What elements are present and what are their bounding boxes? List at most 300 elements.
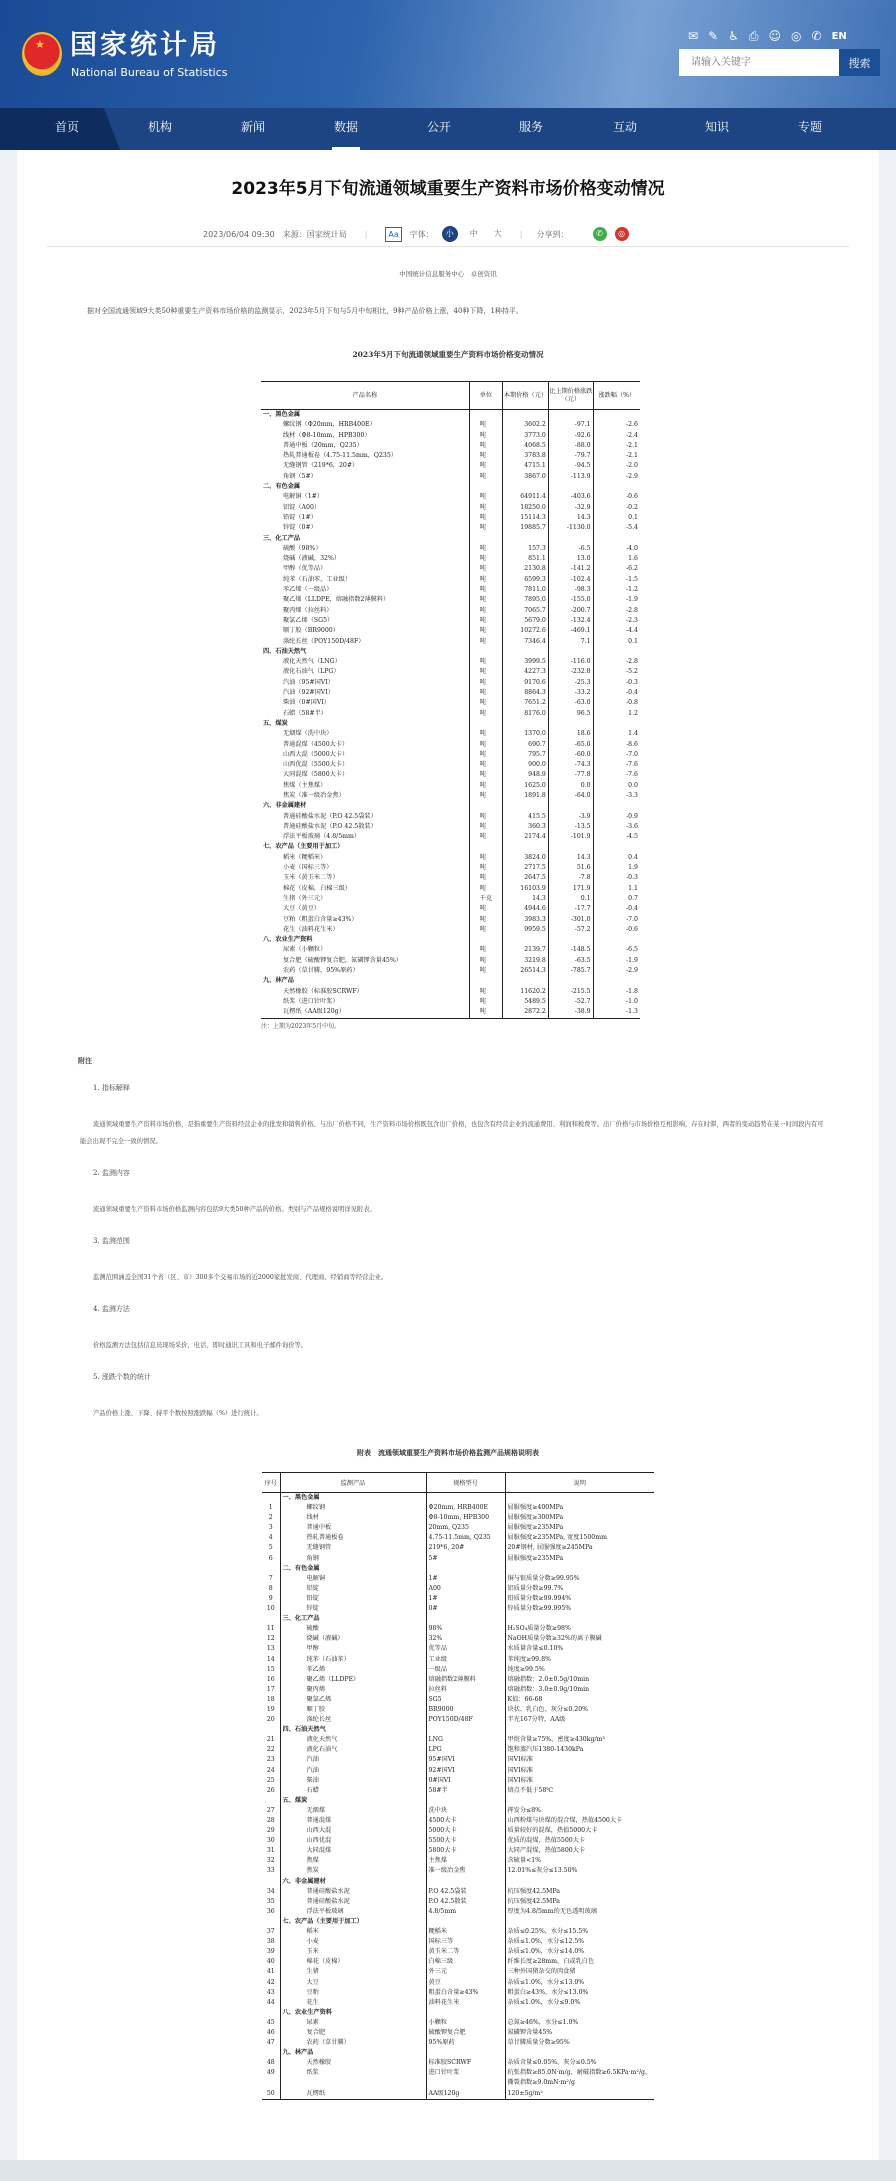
change: -52.7 bbox=[548, 997, 593, 1007]
table-row bbox=[262, 1745, 654, 1755]
nav-item-news[interactable]: 新闻 bbox=[240, 120, 265, 134]
product-name: 角钢（5#） bbox=[283, 472, 317, 480]
unit: 吨 bbox=[469, 461, 502, 471]
table-row bbox=[262, 1776, 654, 1786]
product-name: 柴油 bbox=[280, 1776, 426, 1786]
spec: 主焦煤 bbox=[426, 1856, 505, 1866]
col-header-price: 本期价格（元） bbox=[503, 382, 549, 410]
table-row bbox=[262, 1594, 654, 1604]
description: 屈服强度≥300MPa bbox=[505, 1513, 654, 1523]
row-number: 42 bbox=[266, 1978, 275, 1986]
site-name-cn[interactable]: 国家统计局 bbox=[70, 30, 220, 61]
product-name: 纯苯（石油苯） bbox=[280, 1655, 426, 1665]
price: 3983.3 bbox=[503, 915, 549, 925]
unit: 吨 bbox=[469, 637, 502, 647]
row-number: 25 bbox=[266, 1776, 275, 1784]
unit: 吨 bbox=[469, 554, 502, 564]
row-number: 14 bbox=[266, 1655, 275, 1663]
product-name: 聚乙烯（LLDPE） bbox=[280, 1675, 426, 1685]
robot-icon[interactable]: ☺ bbox=[768, 29, 782, 43]
row-number: 18 bbox=[266, 1695, 275, 1703]
change: -13.5 bbox=[548, 822, 593, 832]
change: -64.0 bbox=[548, 791, 593, 801]
description: 12.01%≤灰分≤13.50% bbox=[505, 1866, 654, 1876]
product-name: 铅锭（1#） bbox=[283, 513, 317, 521]
product-name: 石蜡 bbox=[280, 1786, 426, 1796]
table-row bbox=[262, 1503, 654, 1513]
table-row bbox=[262, 2068, 654, 2088]
table-row bbox=[261, 863, 640, 873]
table-row bbox=[261, 987, 640, 997]
change: 51.6 bbox=[548, 863, 593, 873]
product-name: 天然橡胶（标准胶SCRWF） bbox=[283, 987, 363, 995]
change: -79.7 bbox=[548, 451, 593, 461]
product-name: 硫酸（98%） bbox=[283, 544, 322, 552]
table-row bbox=[262, 1695, 654, 1705]
description: 山西粉煤与块煤的混合煤，热值4500大卡 bbox=[505, 1816, 654, 1826]
table-row bbox=[262, 1907, 654, 1917]
wechat-icon[interactable]: ✆ bbox=[811, 29, 822, 43]
empty-cell bbox=[593, 647, 640, 657]
search-button[interactable]: 搜索 bbox=[839, 49, 880, 76]
search-input[interactable] bbox=[679, 49, 839, 76]
spec: 优等品 bbox=[426, 1644, 505, 1654]
col-header-pct: 涨跌幅（%） bbox=[593, 382, 640, 410]
row-number: 20 bbox=[266, 1716, 275, 1724]
spec: A00 bbox=[426, 1584, 505, 1594]
change: 7.1 bbox=[548, 637, 593, 647]
product-name: 无缝钢管（219*6，20#） bbox=[283, 462, 359, 470]
empty-cell bbox=[262, 1917, 280, 1927]
price: 7346.4 bbox=[503, 637, 549, 647]
change-pct: -6.5 bbox=[593, 945, 640, 955]
category-name: 七、农产品（主要用于加工） bbox=[263, 843, 344, 851]
category-row bbox=[261, 842, 640, 852]
table-row bbox=[261, 451, 640, 461]
table-row bbox=[262, 1513, 654, 1523]
description: 120±5g/m² bbox=[505, 2089, 654, 2100]
font-aa-icon[interactable]: Aa bbox=[385, 227, 401, 242]
description: 块状、乳白色、灰分≤0.20% bbox=[505, 1705, 654, 1715]
nav-item-services[interactable]: 服务 bbox=[518, 120, 543, 134]
price: 3999.5 bbox=[503, 657, 549, 667]
nav-item-topics[interactable]: 专题 bbox=[797, 120, 822, 134]
description: 杂质≤1.0%，水分≤14.0% bbox=[505, 1947, 654, 1957]
site-name-en: National Bureau of Statistics bbox=[71, 66, 228, 79]
product-name: 线材（Φ8-10mm，HPB300） bbox=[283, 431, 371, 439]
spec: 4.75-11.5mm, Q235 bbox=[426, 1533, 505, 1543]
change-pct: 0.0 bbox=[593, 781, 640, 791]
empty-cell bbox=[505, 2048, 654, 2058]
table-row bbox=[261, 420, 640, 430]
description: 屈服强度≥235MPa bbox=[505, 1554, 654, 1564]
change-pct: -7.6 bbox=[593, 770, 640, 780]
change-pct: -4.0 bbox=[593, 544, 640, 554]
table-row bbox=[261, 760, 640, 770]
table1-note: 注：上期为2023年5月中旬。 bbox=[261, 1022, 341, 1030]
empty-cell bbox=[548, 719, 593, 729]
spec: BR9000 bbox=[426, 1705, 505, 1715]
empty-cell bbox=[426, 1877, 505, 1887]
table-row bbox=[261, 513, 640, 523]
row-number: 4 bbox=[268, 1534, 273, 1542]
category-row bbox=[261, 935, 640, 945]
table-row bbox=[262, 1634, 654, 1644]
empty-cell bbox=[548, 935, 593, 945]
product-name: 玉米 bbox=[280, 1947, 426, 1957]
change: -301.0 bbox=[548, 915, 593, 925]
table-row bbox=[261, 595, 640, 605]
row-number: 11 bbox=[266, 1625, 275, 1633]
unit: 吨 bbox=[469, 770, 502, 780]
description: 熔融指数：2.0±0.5g/10min bbox=[505, 1675, 654, 1685]
empty-cell bbox=[548, 976, 593, 986]
description: 水质量含量≤0.10% bbox=[505, 1644, 654, 1654]
mail-icon[interactable]: ✉ bbox=[688, 29, 699, 43]
spec: 硫酸钾复合肥 bbox=[426, 2028, 505, 2038]
empty-cell bbox=[426, 2008, 505, 2018]
row-number: 50 bbox=[262, 2089, 280, 2100]
product-name: 玉米（黄玉米二等） bbox=[283, 874, 339, 882]
change-pct: 0.1 bbox=[593, 513, 640, 523]
spec: Φ20mm, HRB400E bbox=[426, 1503, 505, 1513]
product-name: 聚丙烯 bbox=[280, 1685, 426, 1695]
price: 2872.2 bbox=[503, 1007, 549, 1018]
table-row bbox=[261, 750, 640, 760]
font-size-medium[interactable]: 中 bbox=[469, 229, 478, 238]
product-name: 浮法平板玻璃（4.8/5mm） bbox=[283, 833, 361, 841]
change: -25.3 bbox=[548, 678, 593, 688]
row-number: 47 bbox=[266, 2039, 275, 2047]
empty-cell bbox=[426, 1917, 505, 1927]
row-number: 13 bbox=[266, 1645, 275, 1653]
table-row bbox=[261, 997, 640, 1007]
product-name: 铝锭（A00） bbox=[283, 503, 321, 511]
table-row bbox=[261, 853, 640, 863]
change: 13.0 bbox=[548, 554, 593, 564]
table-row bbox=[261, 585, 640, 595]
source: 来源：国家统计局 bbox=[282, 229, 347, 239]
product-name: 液化天然气 bbox=[280, 1735, 426, 1745]
change: -94.5 bbox=[548, 461, 593, 471]
table-row bbox=[262, 1967, 654, 1977]
change: -33.2 bbox=[548, 688, 593, 698]
category-name: 三、化工产品 bbox=[263, 534, 301, 542]
description: 铝质量分数≥99.7% bbox=[505, 1584, 654, 1594]
table-row bbox=[261, 667, 640, 677]
product-name: 线材 bbox=[280, 1513, 426, 1523]
table-row bbox=[261, 688, 640, 698]
empty-cell bbox=[426, 2048, 505, 2058]
row-number: 34 bbox=[266, 1887, 275, 1895]
product-name: 普通混煤 bbox=[280, 1816, 426, 1826]
table-row bbox=[261, 575, 640, 585]
font-size-large[interactable]: 大 bbox=[493, 229, 502, 238]
change-pct: -8.6 bbox=[593, 740, 640, 750]
empty-cell bbox=[503, 647, 549, 657]
weibo-share-icon[interactable]: ◎ bbox=[615, 227, 629, 241]
unit: 吨 bbox=[469, 945, 502, 955]
row-number: 32 bbox=[266, 1857, 275, 1865]
product-name: 涤纶长丝（POY150D/48F） bbox=[283, 637, 365, 645]
table-row bbox=[262, 2018, 654, 2028]
price: 8864.3 bbox=[503, 688, 549, 698]
description: 含硫量<1% bbox=[505, 1856, 654, 1866]
unit: 吨 bbox=[469, 688, 502, 698]
category-name: 五、煤炭 bbox=[280, 1796, 426, 1806]
change: -132.4 bbox=[548, 616, 593, 626]
row-number: 37 bbox=[266, 1928, 275, 1936]
category-row bbox=[262, 1493, 654, 1504]
table-row bbox=[261, 698, 640, 708]
table-row bbox=[262, 1554, 654, 1564]
unit: 吨 bbox=[469, 678, 502, 688]
table-row bbox=[262, 1665, 654, 1675]
description: NaOH质量分数≥32%的离子膜碱 bbox=[505, 1634, 654, 1644]
separator: | bbox=[364, 229, 368, 239]
spec: 1# bbox=[426, 1594, 505, 1604]
price-table bbox=[261, 381, 640, 1019]
empty-cell bbox=[469, 482, 502, 492]
product-name: 棉花（皮棉，白棉三级） bbox=[283, 884, 352, 892]
empty-cell bbox=[505, 1614, 654, 1624]
price: 4944.6 bbox=[503, 904, 549, 914]
price: 7895.0 bbox=[503, 595, 549, 605]
row-number: 39 bbox=[266, 1948, 275, 1956]
change-pct: 0.4 bbox=[593, 853, 640, 863]
product-name: 液化天然气（LNG） bbox=[283, 658, 341, 666]
product-name: 甲醇（优等品） bbox=[283, 565, 327, 573]
product-name: 稻米 bbox=[280, 1927, 426, 1937]
table-row bbox=[261, 492, 640, 502]
change-pct: 1.9 bbox=[593, 863, 640, 873]
empty-cell bbox=[469, 935, 502, 945]
change: -92.6 bbox=[548, 431, 593, 441]
national-emblem-logo[interactable] bbox=[22, 32, 62, 76]
category-name: 七、农产品（主要用于加工） bbox=[280, 1917, 426, 1927]
product-name: 无烟煤 bbox=[280, 1806, 426, 1816]
table-row bbox=[261, 544, 640, 554]
change-pct: -2.0 bbox=[593, 461, 640, 471]
change-pct: -1.8 bbox=[593, 987, 640, 997]
unit: 吨 bbox=[469, 822, 502, 832]
product-name: 山西大混（5000大卡） bbox=[283, 750, 349, 758]
table1-title: 2023年5月下旬流通领域重要生产资料市场价格变动情况 bbox=[352, 350, 544, 359]
spec: 工业级 bbox=[426, 1655, 505, 1665]
price: 2130.8 bbox=[503, 564, 549, 574]
change-pct: -0.4 bbox=[593, 688, 640, 698]
nav-item-institutions[interactable]: 机构 bbox=[147, 120, 172, 134]
empty-cell bbox=[548, 842, 593, 852]
price: 2174.4 bbox=[503, 832, 549, 842]
product-name: 甲醇 bbox=[280, 1644, 426, 1654]
unit: 吨 bbox=[469, 451, 502, 461]
change-pct: -2.9 bbox=[593, 472, 640, 482]
row-number: 1 bbox=[268, 1504, 273, 1512]
unit: 吨 bbox=[469, 832, 502, 842]
table-row bbox=[261, 894, 640, 904]
product-name: 聚氯乙烯（SG5） bbox=[283, 616, 334, 624]
col-header-change: 比上期价格涨跌（元） bbox=[548, 382, 593, 410]
row-number: 12 bbox=[266, 1635, 275, 1643]
product-name: 大同混煤（5800大卡） bbox=[283, 771, 349, 779]
description: 大同产混煤，热值5800大卡 bbox=[505, 1846, 654, 1856]
table-row bbox=[262, 1624, 654, 1634]
product-name: 柴油（0#国VI） bbox=[283, 699, 330, 707]
empty-cell bbox=[469, 801, 502, 811]
product-name: 纸浆 bbox=[280, 2068, 426, 2088]
table-row bbox=[262, 1543, 654, 1553]
unit: 吨 bbox=[469, 709, 502, 719]
product-name: 瓦楞纸（AA级120g） bbox=[261, 1007, 469, 1018]
price: 3783.8 bbox=[503, 451, 549, 461]
change: 171.9 bbox=[548, 884, 593, 894]
category-row bbox=[261, 482, 640, 492]
table-row bbox=[261, 503, 640, 513]
unit: 吨 bbox=[469, 760, 502, 770]
description: 甲烷含量≥75%，密度≥430kg/m³ bbox=[505, 1735, 654, 1745]
product-name: 焦煤 bbox=[280, 1856, 426, 1866]
price: 415.5 bbox=[503, 812, 549, 822]
nav-item-knowledge[interactable]: 知识 bbox=[704, 120, 729, 134]
table-row bbox=[261, 564, 640, 574]
note-title: 3. 监测范围 bbox=[93, 1237, 130, 1245]
change: -74.3 bbox=[548, 760, 593, 770]
unit: 吨 bbox=[469, 544, 502, 554]
divider bbox=[47, 246, 849, 247]
nav-item-home[interactable]: 首页 bbox=[54, 120, 79, 134]
change: -113.9 bbox=[548, 472, 593, 482]
table-row bbox=[261, 461, 640, 471]
unit: 吨 bbox=[469, 626, 502, 636]
description: 铅质量分数≥99.994% bbox=[505, 1594, 654, 1604]
unit: 吨 bbox=[469, 698, 502, 708]
nav-item-interaction[interactable]: 互动 bbox=[612, 120, 637, 134]
product-name: 锌锭（0#） bbox=[283, 524, 317, 532]
product-name: 山西优混 bbox=[280, 1836, 426, 1846]
empty-cell bbox=[505, 1796, 654, 1806]
empty-cell bbox=[503, 935, 549, 945]
table-row bbox=[261, 637, 640, 647]
change: -77.8 bbox=[548, 770, 593, 780]
product-name: 铝锭 bbox=[280, 1584, 426, 1594]
description: 杂质≤1.0%，水分≤13.0% bbox=[505, 1978, 654, 1988]
change-pct: -5.2 bbox=[593, 667, 640, 677]
category-name: 一、黑色金属 bbox=[280, 1493, 426, 1504]
col-header-desc: 说明 bbox=[505, 1473, 654, 1493]
language-en-link[interactable]: EN bbox=[831, 31, 847, 42]
spec: 95#国VI bbox=[426, 1755, 505, 1765]
unit: 吨 bbox=[469, 873, 502, 883]
spec: 4.8/5mm bbox=[426, 1907, 505, 1917]
unit: 吨 bbox=[469, 492, 502, 502]
product-name: 普通硅酸盐水泥 bbox=[280, 1887, 426, 1897]
table-row bbox=[262, 1826, 654, 1836]
price: 2139.7 bbox=[503, 945, 549, 955]
unit: 吨 bbox=[469, 925, 502, 935]
row-number: 36 bbox=[266, 1907, 275, 1915]
table-row bbox=[261, 523, 640, 533]
price: 14.3 bbox=[503, 894, 549, 904]
font-size-small[interactable]: 小 bbox=[442, 226, 458, 242]
product-name: 液化石油气 bbox=[280, 1745, 426, 1755]
change-pct: -2.1 bbox=[593, 451, 640, 461]
nav-item-data[interactable]: 数据 bbox=[316, 120, 376, 135]
change-pct: -2.1 bbox=[593, 441, 640, 451]
change: -60.0 bbox=[548, 750, 593, 760]
category-name: 九、林产品 bbox=[263, 977, 294, 985]
spec: SG5 bbox=[426, 1695, 505, 1705]
table-row bbox=[262, 1957, 654, 1967]
table-row bbox=[261, 554, 640, 564]
change-pct: -0.2 bbox=[593, 503, 640, 513]
mail-edit-icon[interactable]: ✎ bbox=[708, 29, 719, 43]
category-name: 八、农业生产资料 bbox=[280, 2008, 426, 2018]
spec: 219*6, 20# bbox=[426, 1543, 505, 1553]
description: 杂质≤1.0%，水分≤12.5% bbox=[505, 1937, 654, 1947]
description: 草甘膦质量分数≥95% bbox=[505, 2038, 654, 2048]
empty-cell bbox=[505, 1877, 654, 1887]
accessibility-icon[interactable]: ♿ bbox=[728, 29, 739, 43]
table-row bbox=[262, 1523, 654, 1533]
article-subtitle: 中国统计信息服务中心 卓创资讯 bbox=[399, 270, 497, 278]
spec: 1# bbox=[426, 1574, 505, 1584]
description: 粗蛋白≥43%，水分≤13.0% bbox=[505, 1988, 654, 1998]
product-name: 锌锭 bbox=[280, 1604, 426, 1614]
product-name: 浮法平板玻璃 bbox=[280, 1907, 426, 1917]
product-name: 螺纹钢（Φ20mm，HRB400E） bbox=[283, 421, 376, 429]
row-number: 7 bbox=[268, 1574, 273, 1582]
change-pct: -0.9 bbox=[593, 812, 640, 822]
change: -98.3 bbox=[548, 585, 593, 595]
spec: 黄玉米二等 bbox=[426, 1947, 505, 1957]
weibo-icon[interactable]: ◎ bbox=[791, 29, 802, 43]
nav-item-public[interactable]: 公开 bbox=[426, 120, 451, 134]
change: -141.2 bbox=[548, 564, 593, 574]
table-row bbox=[261, 945, 640, 955]
price: 64911.4 bbox=[503, 492, 549, 502]
price: 795.7 bbox=[503, 750, 549, 760]
change: -65.0 bbox=[548, 740, 593, 750]
print-icon[interactable]: ⎙ bbox=[748, 29, 759, 43]
empty-cell bbox=[548, 410, 593, 421]
col-header-no: 序号 bbox=[262, 1473, 280, 1493]
description: 杂质含量≤0.05%，灰分≤0.5% bbox=[505, 2058, 654, 2068]
description: 锌质量分数≥99.995% bbox=[505, 1604, 654, 1614]
product-name: 顺丁胶（BR9000） bbox=[283, 627, 339, 635]
category-row bbox=[261, 801, 640, 811]
wechat-share-icon[interactable]: ✆ bbox=[593, 227, 607, 241]
price: 10272.6 bbox=[503, 626, 549, 636]
spec: 32% bbox=[426, 1634, 505, 1644]
product-name: 焦炭（准一级冶金焦） bbox=[283, 791, 345, 799]
change-pct: 0.7 bbox=[593, 894, 640, 904]
row-number: 15 bbox=[266, 1665, 275, 1673]
description: 挥发分≤8% bbox=[505, 1806, 654, 1816]
change-pct: -7.0 bbox=[593, 750, 640, 760]
price: 690.7 bbox=[503, 740, 549, 750]
price: 8176.0 bbox=[503, 709, 549, 719]
unit: 吨 bbox=[469, 791, 502, 801]
price: 1370.0 bbox=[503, 729, 549, 739]
table-row bbox=[262, 1846, 654, 1856]
table-row bbox=[261, 626, 640, 636]
change-pct: -0.6 bbox=[593, 925, 640, 935]
price: 18250.0 bbox=[503, 503, 549, 513]
empty-cell bbox=[593, 801, 640, 811]
unit: 吨 bbox=[469, 595, 502, 605]
spec: 进口针叶浆 bbox=[426, 2068, 505, 2088]
